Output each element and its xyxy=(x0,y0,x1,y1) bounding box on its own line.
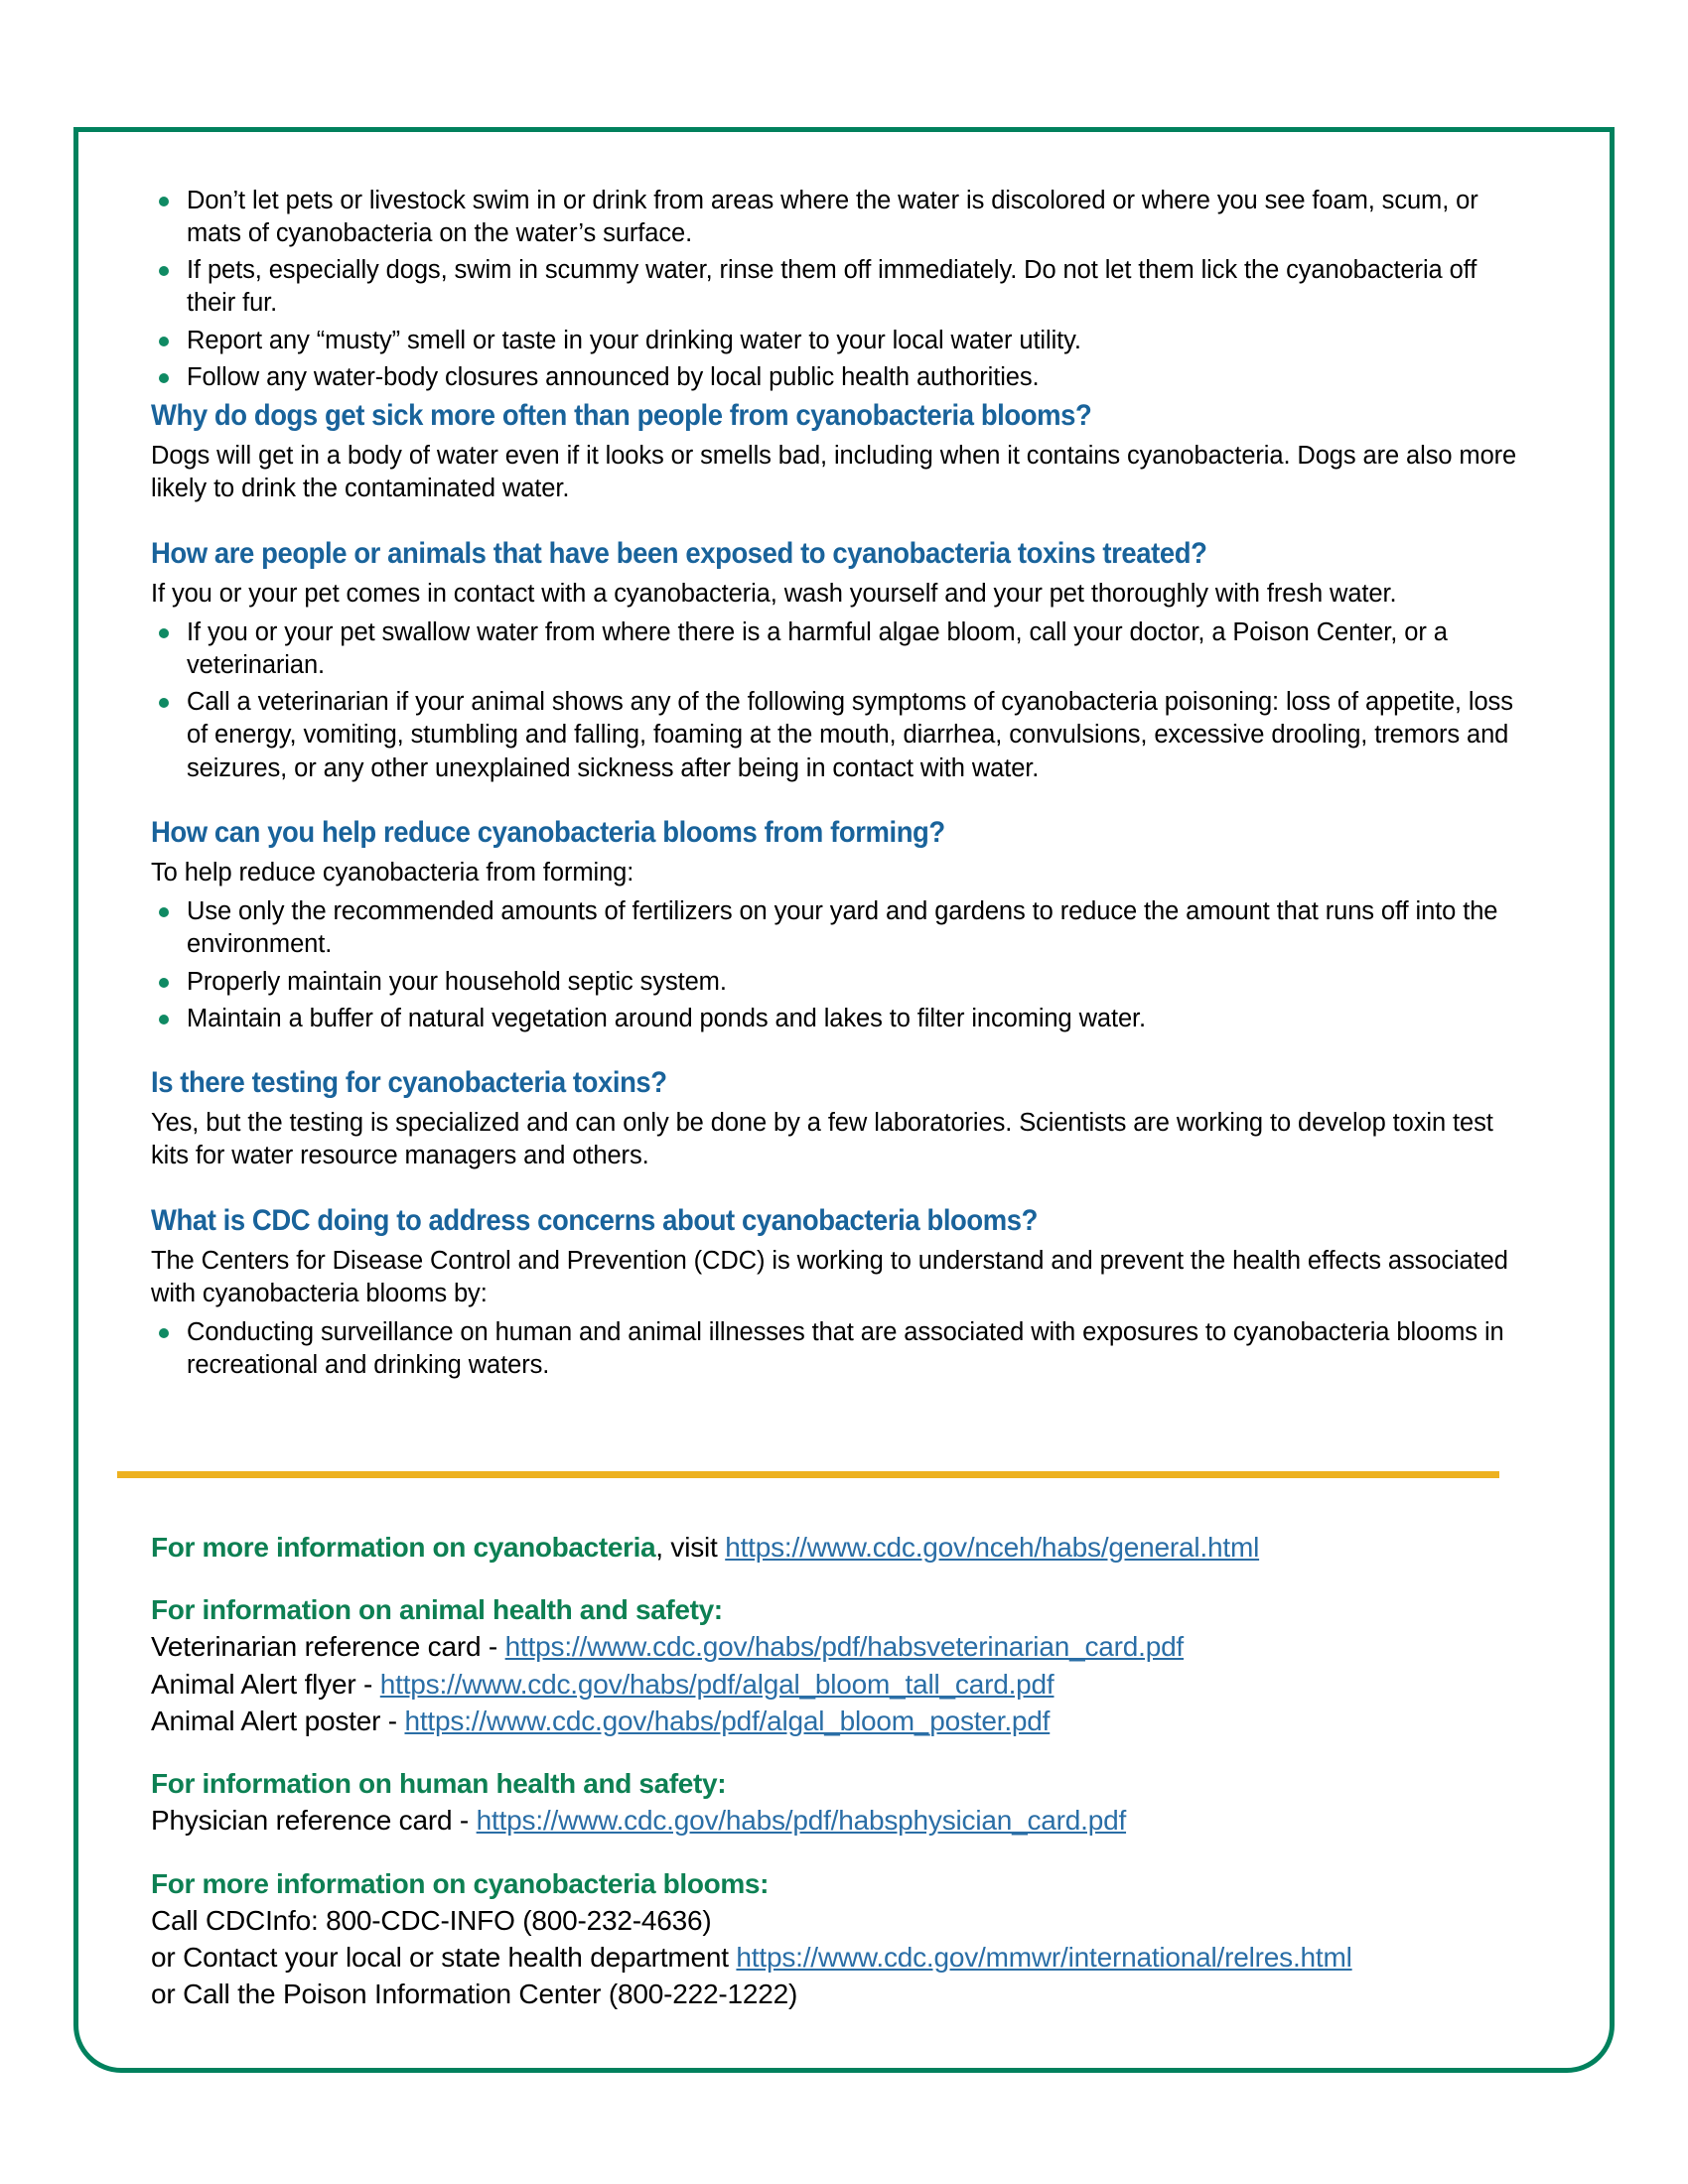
section-reduce-blooms xyxy=(151,815,1521,1035)
section-bullet-list xyxy=(151,895,1521,1035)
footer-link[interactable]: https://www.cdc.gov/mmwr/international/relres.html xyxy=(736,1942,1352,1974)
footer-heading: For more information on cyanobacteria blooms: xyxy=(151,1867,770,1899)
footer-link[interactable]: https://www.cdc.gov/habs/pdf/algal_bloom_tall_card.pdf xyxy=(379,1668,1055,1700)
section-paragraph: Dogs will get in a body of water even if it looks or smells bad, including when it contains cyanobacteria. Dogs are also more likely to drink the contaminated water. xyxy=(151,442,1517,503)
section-heading: How can you help reduce cyanobacteria blooms from forming? xyxy=(151,815,945,849)
footer-line xyxy=(151,1529,1541,1566)
footer-link[interactable]: https://www.cdc.gov/habs/pdf/algal_bloom_poster.pdf xyxy=(404,1705,1051,1736)
section-why-dogs-get-sick xyxy=(151,398,1521,506)
footer-label: Physician reference card - xyxy=(151,1805,477,1837)
section-paragraph: The Centers for Disease Control and Prevention (CDC) is working to understand and prevent the health effects associated with cyanobacteria blooms by: xyxy=(151,1246,1508,1308)
section-cdc-actions xyxy=(151,1203,1521,1383)
footer-heading-line xyxy=(151,1765,1541,1802)
footer-line xyxy=(151,1802,1541,1839)
footer-label: or Contact your local or state health department xyxy=(151,1942,737,1974)
section-heading: What is CDC doing to address concerns about cyanobacteria blooms? xyxy=(151,1203,1038,1237)
footer-label: Veterinarian reference card - xyxy=(151,1631,505,1663)
footer-group-contact xyxy=(151,1865,1541,2013)
section-exposure-treatment xyxy=(151,536,1521,785)
section-heading: How are people or animals that have been exposed to cyanobacteria toxins treated? xyxy=(151,536,1207,570)
list-item: If you or your pet swallow water from where there is a harmful algae bloom, call your doctor, a Poison Center, or a veterinarian. xyxy=(151,616,1521,682)
section-bullet-list xyxy=(151,1316,1521,1382)
document-content xyxy=(151,185,1521,1386)
footer-line: Call CDCInfo: 800-CDC-INFO (800-232-4636) xyxy=(151,1904,712,1936)
section-paragraph: If you or your pet comes in contact with a cyanobacteria, wash yourself and your pet thoroughly with fresh water. xyxy=(151,579,1397,608)
footer-line: or Call the Poison Information Center (800-222-1222) xyxy=(151,1979,798,2010)
footer-heading-line xyxy=(151,1865,1541,1902)
footer-heading: For information on human health and safety: xyxy=(151,1768,727,1800)
top-bullet-list xyxy=(151,185,1521,394)
footer-group-animal-health xyxy=(151,1591,1541,1739)
footer-label: Animal Alert poster - xyxy=(151,1705,405,1736)
section-heading: Is there testing for cyanobacteria toxins? xyxy=(151,1065,667,1099)
footer-resources xyxy=(151,1529,1541,2013)
gold-divider-rule xyxy=(117,1471,1499,1478)
footer-group-general xyxy=(151,1529,1541,1566)
list-item: Conducting surveillance on human and animal illnesses that are associated with exposures to cyanobacteria blooms in recreational and drinking waters. xyxy=(151,1316,1521,1382)
footer-link[interactable]: https://www.cdc.gov/habs/pdf/habsveterinarian_card.pdf xyxy=(504,1631,1185,1663)
footer-line xyxy=(151,1628,1541,1665)
list-item: Maintain a buffer of natural vegetation around ponds and lakes to filter incoming water. xyxy=(151,1003,1521,1035)
list-item: Report any “musty” smell or taste in your drinking water to your local water utility. xyxy=(151,325,1521,357)
footer-line xyxy=(151,1939,1541,1976)
footer-label: Animal Alert flyer - xyxy=(151,1668,380,1700)
footer-heading-line xyxy=(151,1591,1541,1628)
footer-link[interactable]: https://www.cdc.gov/habs/pdf/habsphysician_card.pdf xyxy=(476,1805,1127,1837)
footer-heading: For more information on cyanobacteria xyxy=(151,1532,656,1563)
list-item: Use only the recommended amounts of fertilizers on your yard and gardens to reduce the amount that runs off into the environment. xyxy=(151,895,1521,961)
section-toxin-testing xyxy=(151,1065,1521,1173)
footer-link[interactable]: https://www.cdc.gov/nceh/habs/general.html xyxy=(725,1532,1260,1563)
section-paragraph: To help reduce cyanobacteria from forming: xyxy=(151,859,634,887)
footer-mid-text: , visit xyxy=(655,1532,726,1563)
footer-line xyxy=(151,1666,1541,1703)
footer-group-human-health xyxy=(151,1765,1541,1839)
section-bullet-list xyxy=(151,616,1521,785)
footer-line xyxy=(151,1703,1541,1739)
section-paragraph: Yes, but the testing is specialized and can only be done by a few laboratories. Scientists are working to develop toxin test kits for water resource managers and others. xyxy=(151,1109,1493,1170)
section-heading: Why do dogs get sick more often than people from cyanobacteria blooms? xyxy=(151,398,1092,432)
list-item: Follow any water-body closures announced by local public health authorities. xyxy=(151,361,1521,394)
list-item: Don’t let pets or livestock swim in or drink from areas where the water is discolored or where you see foam, scum, or mats of cyanobacteria on the water’s surface. xyxy=(151,185,1521,250)
list-item: Call a veterinarian if your animal shows any of the following symptoms of cyanobacteria poisoning: loss of appetite, loss of energy, vomiting, stumbling and falling, foaming at the mouth, diarrhea, convulsions, excessive drooling, tremors and seizures, or any other unexplained sickness after being in contact with water. xyxy=(151,686,1521,784)
footer-heading: For information on animal health and safety: xyxy=(151,1594,723,1626)
list-item: Properly maintain your household septic system. xyxy=(151,966,1521,999)
list-item: If pets, especially dogs, swim in scummy water, rinse them off immediately. Do not let them lick the cyanobacteria off their fur. xyxy=(151,254,1521,320)
